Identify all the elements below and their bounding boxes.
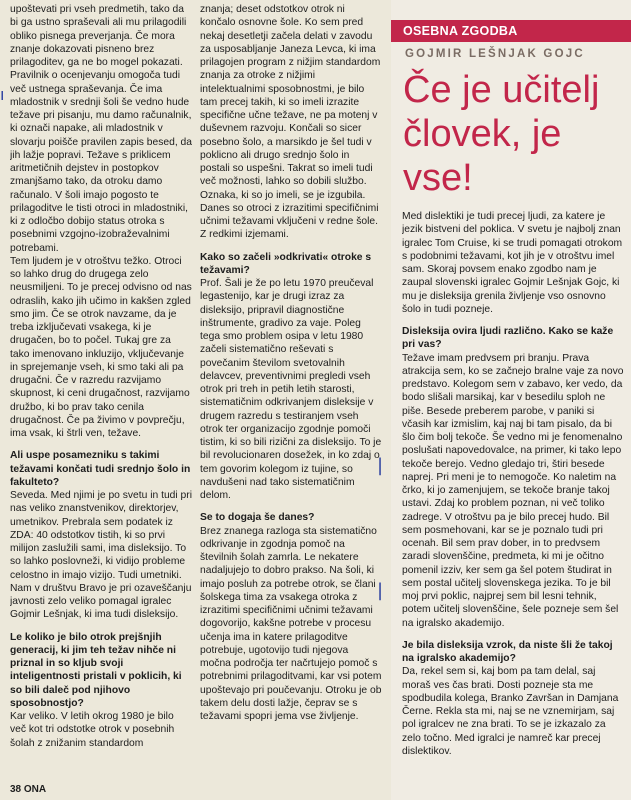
pen-mark-icon: |	[377, 580, 384, 601]
magazine-name: ONA	[23, 784, 47, 795]
article-column-2	[200, 3, 382, 783]
body-paragraph: Da, rekel sem si, kaj bom pa tam delal, saj moraš ves čas brati. Dosti pozneje sta me spodbudila kolega, Branko Završan in Damjana Černe. Rekla sta mi, naj se ne vznemirjam, saj pol igralcev ne zna brati. To se je izkazalo za zelo točno. Med igralci je namreč kar precej dislektikov.	[402, 666, 619, 757]
body-paragraph: upoštevati pri vseh predmetih, tako da bi ga ustno spraševali ali mu prilagodili obliko pisnega preverjanja. Če mora znanje dokazovati pisneno brez prilagoditev, ga ne bo mogel pokazati. Pravilnik o ocenjevanju omogoča tudi več ustnega spraševanja. Če ima mladostnik v srednji šoli še vedno hude težave pri pisanju, mu damo računalnik, ki označi napake, ali mladostnik v slovarju poišče pravilen zapis besed, da jih lažje popravi. Težave s priklicem aritmetičnih dejstev in postopkov zmanjšamo tako, da otroku damo računalo. V šoli imajo pogosto te prilagoditve le tisti otroci in mladostniki, ki z odločbo dobijo status otroka s posebnimi vzgojno-izobraževalnimi potrebami.	[10, 4, 192, 254]
pen-mark-icon: |	[377, 455, 384, 476]
question-heading: Se to dogaja še danes?	[200, 512, 315, 524]
body-paragraph: Tem ljudem je v otroštvu težko. Otroci so lahko drug do drugega zelo neusmiljeni. To je precej odvisno od nas odraslih, kako jih učimo in kakšen zgled smo jim. Če se otrok navzame, da je treba izključevati vsakega, ki je drugačen, bo to počel. Tukaj gre za tako imenovano inkluzijo, vključevanje in sprejemanje vseh, ki smo taki ali pa drugačni. Če v razredu razvijamo skupnost, ki ceni drugačnost, razvijamo družbo, ki bo prav tako cenila drugačnost. Če pa živimo v povprečju, ima vsak, ki štrli ven, težave.	[10, 255, 192, 439]
page-number: 38	[10, 784, 22, 795]
body-paragraph: Kar veliko. V letih okrog 1980 je bilo več kot tri odstotke otrok v posebnih šolah z znižanim standardom	[10, 711, 175, 749]
question-heading: Le koliko je bilo otrok prejšnjih generacij, ki jim teh težav nihče ni priznal in so kljub svoji inteligentnosti pristali v poklicih, ki so bili daleč pod njihovo sposobnostjo?	[10, 631, 182, 709]
body-paragraph: Prof. Šali je že po letu 1970 preučeval legastenijo, kar je drugi izraz za disleksijo, pripravil diagnostične inštrumente, gradivo za vaje. Poleg tega smo problem osipa v letu 1980 začeli sistematično reševati s povečanim številom svetovalnih delavcev, preventivnimi pregledi vseh otrok pri treh in petih letih starosti, sistematičnim odkrivanjem disleksije v drugem razredu s testiranjem vseh otrok ter organizacijo zgodnje pomoči tistim, ki so bili rizični za disleksijo. To je bil revolucionaren dosežek, in ko zdaj o tem govorim kolegom iz tujine, so navdušeni nad tako sistematičnim delom.	[200, 278, 382, 501]
sidebar-author: GOJMIR LEŠNJAK GOJC	[405, 48, 585, 60]
body-paragraph: Med dislektiki je tudi precej ljudi, za katere je jezik bistveni del poklica. V svetu je najbolj znan igralec Tom Cruise, ki se trudi pomagati otrokom s podobnimi težavami, kot jih je v otroštvu imel sam. Skoraj povsem enako zgodbo nam je zaupal slovenski igralec Gojmir Lešnjak Gojc, ki mu je disleksija grenila življenje vso osnovno šolo in tudi pozneje.	[402, 211, 623, 315]
article-column-1	[10, 3, 192, 783]
pen-mark-icon: ı	[0, 85, 5, 104]
body-paragraph: Brez znanega razloga sta sistematično odkrivanje in zgodnja pomoč na številnih šolah zamrla. Le nekatere nadaljujejo to dobro prakso. Na šoli, ki imajo posluh za potrebe otrok, se člani šolskega tima za vsakega otroka z izrazitimi specifičnimi učnimi težavami dogovorijo, kakšne potrebe v procesu učenja ima in katere prilagoditve potrebuje, ugotovijo tudi njegova močna področja ter načrtujejo pomoč s potrebnimi prilagoditvami, kar vsi potem upoštevajo pri poučevanju. Otroku je ob takem delu dosti lažje, čeprav se s težavami spopri jema vse življenje.	[200, 525, 382, 722]
body-paragraph: znanja; deset odstotkov otrok ni končalo osnovne šole. Ko sem pred nekaj desetletji začela delati v zavodu za usposabljanje Janeza Levca, ki ima prilagojen program z nižjim standardom znanja za otroke z nižjimi intelektualnimi sposobnostmi, je bilo tam precej takih, ki so imeli izrazite specifične učne težave, ne pa motenj v duševnem razvoju. Končali so sicer posebno šolo, a marsikdo je šel tudi v poklicno ali drugo srednjo šolo in postali so uspešni. Takrat so imeli tudi več možnosti, lahko so dobili službo. Oznaka, ki so jo imeli, se je izgubila. Danes so otroci z izrazitimi specifičnimi učnimi težavami vključeni v redne šole. Z redkimi izjemami.	[200, 4, 381, 241]
page-footer	[10, 784, 46, 795]
question-heading: Ali uspe posamezniku s takimi težavami končati tudi srednjo šolo in fakulteto?	[10, 450, 191, 488]
question-heading: Disleksija ovira ljudi različno. Kako se kaže pri vas?	[402, 326, 614, 351]
question-heading: Kako so začeli »odkrivati« otroke s težavami?	[200, 251, 372, 276]
section-banner	[391, 20, 631, 42]
question-heading: Je bila disleksija vzrok, da niste šli že takoj na igralsko akademijo?	[402, 639, 613, 664]
body-paragraph: Težave imam predvsem pri branju. Prava atrakcija sem, ko se začnejo bralne vaje za novo predstavo. Kolegom sem v zabavo, ker vedo, da bodo slišali marsikaj, kar v besedilu sploh ne piše. Besede preberem parobe, v paniki si včasih kar izmislim, kaj naj bi tam pisalo, da bi šlo čim bolj tekoče. Še vedno mi je fenomenalno poslušati napovedovalce, na primer, ki tako lepo tekoče berejo. Vedno gledajo tri, štiri besede naprej. Pri meni je to nemogoče. Ko naletim na črko, ki jo zamenjujem, se tekoče branje takoj ustavi. Zdaj ko problem poznan, ni več toliko zadrege. V otroštvu pa je bilo precej hudo. Bil sem posmehovani, kar se je poznalo tudi pri ocenah. Bil sem prav dober, in to predvsem zaradi slovenščine, predmeta, ki mi je očitno pomenil izziv, ker sem ga šel potem študirat in sem postal učitelj slovenskega jezika. To je bil moj prvi poklic, najprej sem bil lesni tehnik, potem učitelj slovenščine, šele pozneje sem šel na igralsko akademijo.	[402, 352, 624, 629]
sidebar-headline: Če je učitelj človek, je vse!	[403, 69, 600, 199]
body-paragraph: Seveda. Med njimi je po svetu in tudi pri nas veliko znanstvenikov, direktorjev, umetnikov. Prebrala sem podatek iz ZDA: 40 odstotkov tistih, ki so prvi milijon zaslužili sami, ima disleksijo. To so lahko poslovneži, ki vidijo probleme celostno in imajo vizijo. Tudi umetniki. Nam v društvu Bravo je pri ozaveščanju javnosti zelo veliko pomagal igralec Gojmir Lešnjak, ki ima tudi disleksijo.	[10, 490, 192, 621]
section-label: OSEBNA ZGODBA	[403, 24, 518, 38]
sidebar-column	[402, 210, 624, 770]
